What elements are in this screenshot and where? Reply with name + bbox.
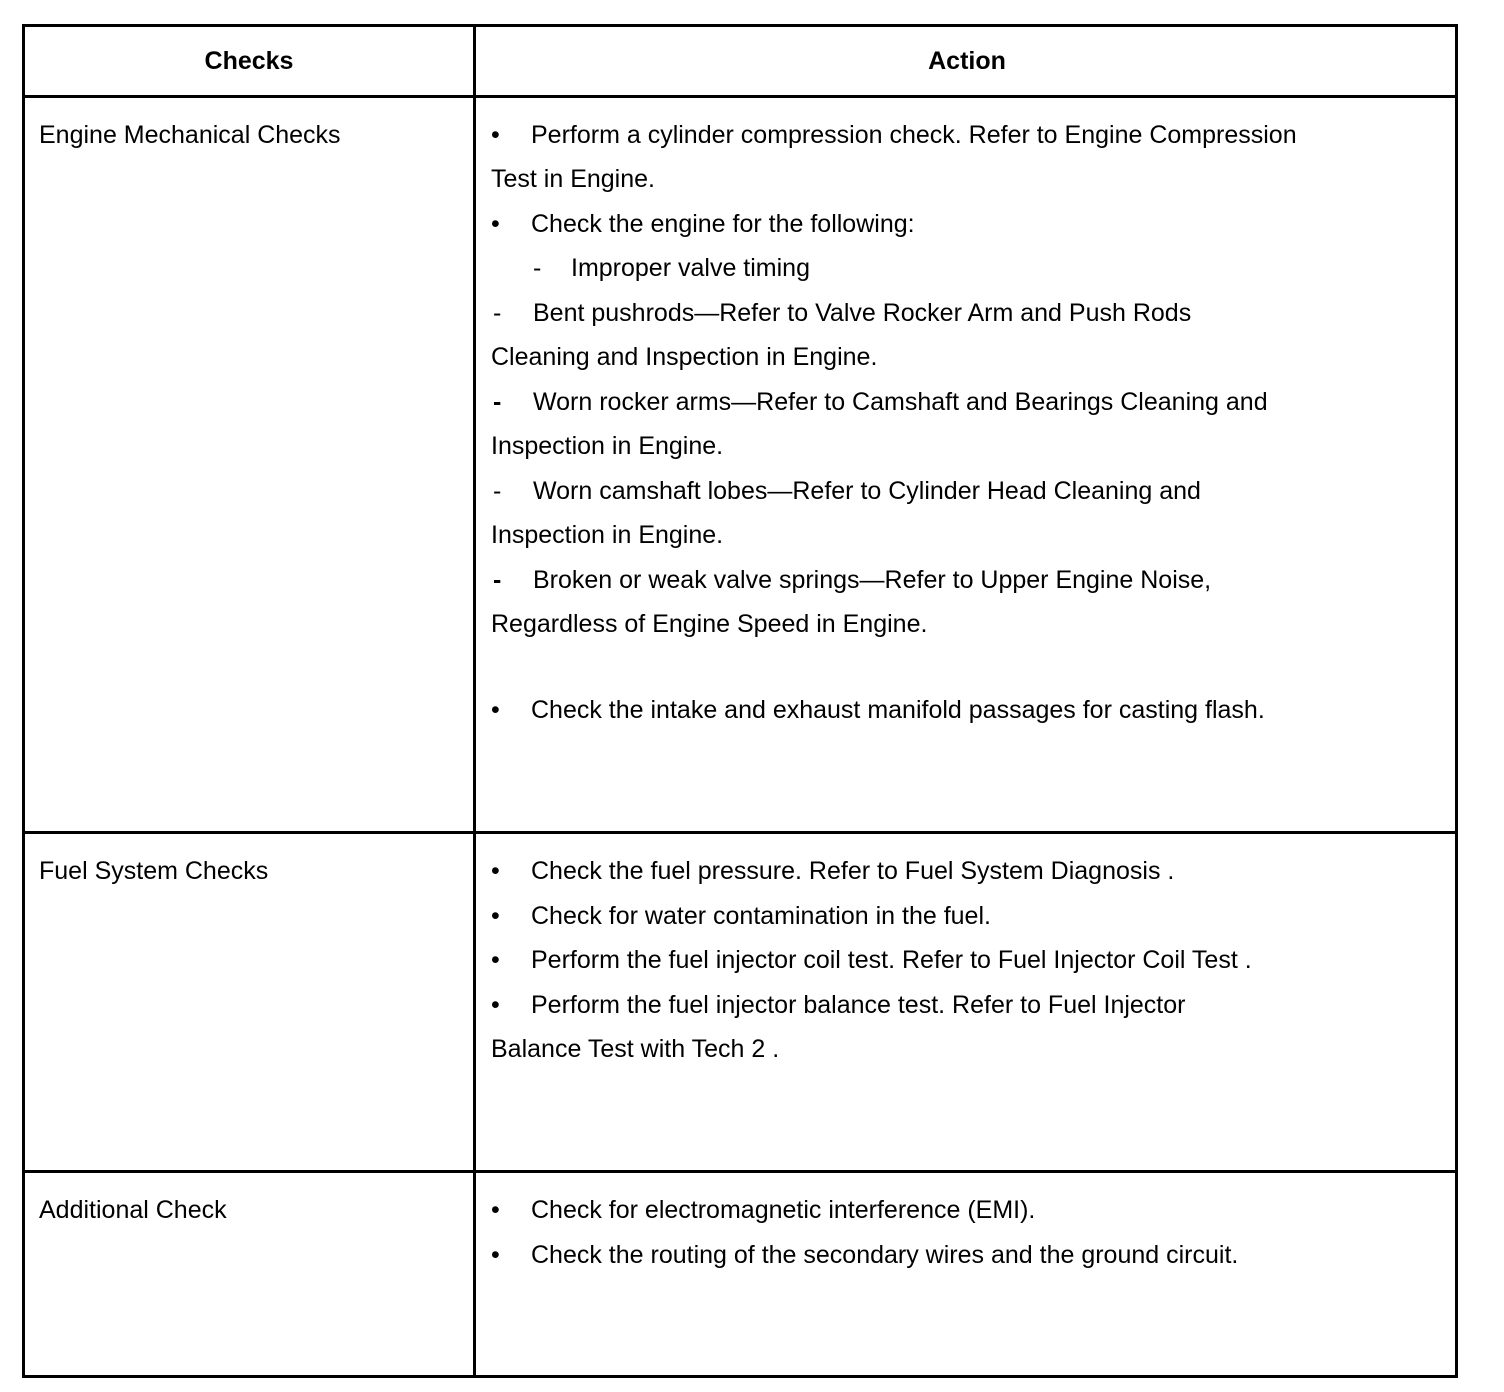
action-line: Inspection in Engine. bbox=[491, 432, 724, 460]
action-line: Perform a cylinder compression check. Refer to Engine Compression bbox=[531, 121, 1297, 149]
bullet-marker: • bbox=[491, 946, 500, 974]
dash-marker: - bbox=[493, 388, 502, 416]
action-line: Check the routing of the secondary wires and the ground circuit. bbox=[531, 1241, 1239, 1269]
bullet-marker: • bbox=[491, 991, 500, 1019]
action-line: Worn rocker arms—Refer to Camshaft and Bearings Cleaning and bbox=[533, 388, 1268, 416]
action-line: Inspection in Engine. bbox=[491, 521, 724, 549]
action-line: Bent pushrods—Refer to Valve Rocker Arm and Push Rods bbox=[533, 299, 1192, 327]
action-line: Test in Engine. bbox=[491, 165, 655, 193]
action-line: Improper valve timing bbox=[571, 254, 810, 282]
bullet-marker: • bbox=[491, 1241, 500, 1269]
check-fuel-system: Fuel System Checks bbox=[39, 857, 269, 885]
bullet-marker: • bbox=[491, 902, 500, 930]
bullet-marker: • bbox=[491, 210, 500, 238]
action-line: Perform the fuel injector balance test. Refer to Fuel Injector bbox=[531, 991, 1186, 1019]
action-line: Cleaning and Inspection in Engine. bbox=[491, 343, 878, 371]
dash-marker: - bbox=[493, 566, 502, 594]
action-line: Balance Test with Tech 2 . bbox=[491, 1035, 780, 1063]
action-line: Worn camshaft lobes—Refer to Cylinder Head Cleaning and bbox=[533, 477, 1201, 505]
check-additional: Additional Check bbox=[39, 1196, 227, 1224]
action-line: Broken or weak valve springs—Refer to Upper Engine Noise, bbox=[533, 566, 1212, 594]
check-engine-mechanical: Engine Mechanical Checks bbox=[39, 121, 341, 149]
bullet-marker: • bbox=[491, 696, 500, 724]
action-line: Check for electromagnetic interference (EMI). bbox=[531, 1196, 1036, 1224]
action-line: Check for water contamination in the fuel. bbox=[531, 902, 991, 930]
dash-marker: - bbox=[493, 477, 502, 505]
header-action: Action bbox=[928, 47, 1006, 75]
action-line: Check the fuel pressure. Refer to Fuel System Diagnosis . bbox=[531, 857, 1175, 885]
action-line: Check the intake and exhaust manifold passages for casting flash. bbox=[531, 696, 1265, 724]
action-line: Regardless of Engine Speed in Engine. bbox=[491, 610, 928, 638]
header-divider bbox=[25, 95, 1455, 98]
checks-action-table bbox=[22, 24, 1458, 1378]
row-divider-1 bbox=[25, 831, 1455, 834]
dash-marker: - bbox=[533, 254, 542, 282]
bullet-marker: • bbox=[491, 857, 500, 885]
action-line: Check the engine for the following: bbox=[531, 210, 915, 238]
header-checks: Checks bbox=[204, 47, 294, 75]
bullet-marker: • bbox=[491, 1196, 500, 1224]
row-divider-2 bbox=[25, 1170, 1455, 1173]
bullet-marker: • bbox=[491, 121, 500, 149]
action-line: Perform the fuel injector coil test. Refer to Fuel Injector Coil Test . bbox=[531, 946, 1252, 974]
dash-marker: - bbox=[493, 299, 502, 327]
